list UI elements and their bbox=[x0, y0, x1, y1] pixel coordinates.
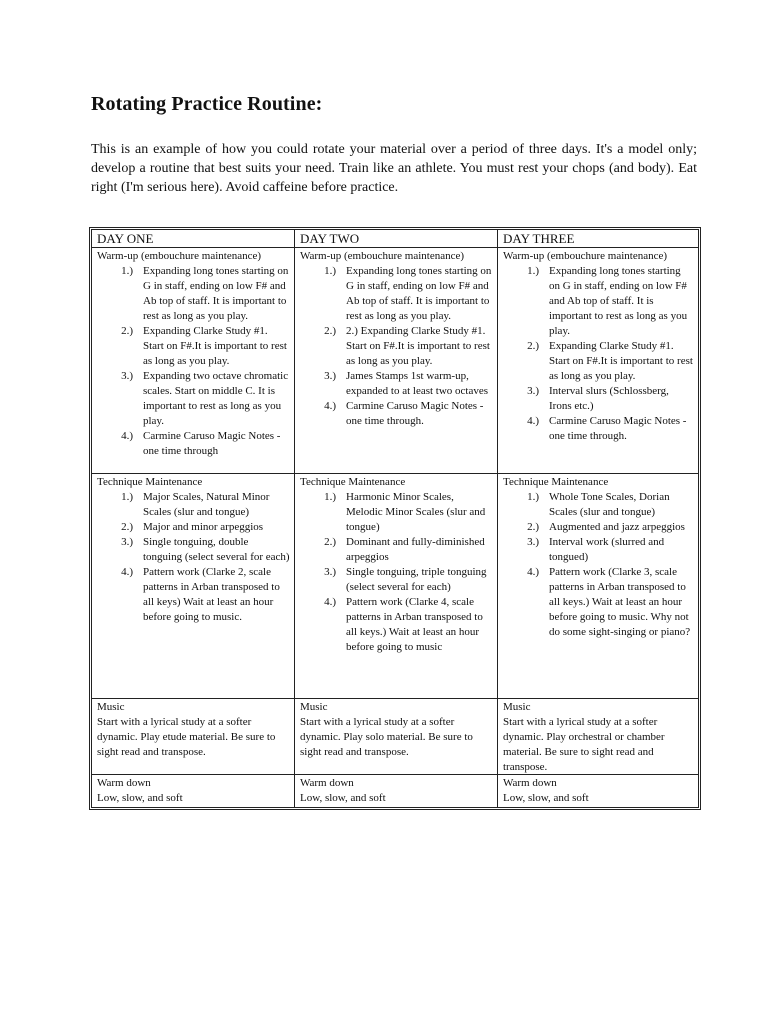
day-three-technique-cell bbox=[498, 474, 698, 699]
day-three-warmdown-cell bbox=[498, 775, 698, 807]
item-text: Harmonic Minor Scales, Melodic Minor Scales (slur and tongue) bbox=[346, 491, 486, 533]
warmdown-title: Warm down bbox=[97, 777, 151, 789]
item-number: 1.) bbox=[324, 491, 336, 503]
music-text: Start with a lyrical study at a softer dynamic. Play orchestral or chamber material. Be sure to sight read and transpose. bbox=[503, 716, 665, 773]
list-item bbox=[300, 490, 493, 535]
list-item bbox=[97, 535, 290, 565]
list-item bbox=[300, 399, 493, 429]
list-item bbox=[97, 369, 290, 429]
item-text: James Stamps 1st warm-up, expanded to at least two octaves bbox=[346, 370, 489, 397]
list-item bbox=[300, 595, 493, 655]
item-number: 4.) bbox=[324, 400, 336, 412]
list-item bbox=[503, 384, 694, 414]
item-text: Carmine Caruso Magic Notes - one time through bbox=[143, 430, 281, 457]
list-item bbox=[503, 339, 694, 384]
day-two-technique-cell bbox=[295, 474, 498, 699]
item-number: 4.) bbox=[121, 566, 133, 578]
warmdown-text: Low, slow, and soft bbox=[97, 792, 183, 804]
item-text: Augmented and jazz arpeggios bbox=[549, 521, 685, 533]
list-item bbox=[503, 264, 694, 339]
item-text: Pattern work (Clarke 2, scale patterns in Arban transposed to all keys) Wait at least an hour before going to music. bbox=[143, 566, 280, 623]
item-text: Interval work (slurred and tongued) bbox=[549, 536, 665, 563]
list-item bbox=[300, 324, 493, 369]
item-text: Carmine Caruso Magic Notes - one time through. bbox=[346, 400, 484, 427]
technique-title: Technique Maintenance bbox=[97, 476, 203, 488]
item-text: Pattern work (Clarke 3, scale patterns in Arban transposed to all keys.) Wait at least an hour before going to music. Why not do some sight-singing or piano? bbox=[549, 566, 691, 638]
item-number: 3.) bbox=[527, 536, 539, 548]
day-one-header: DAY ONE bbox=[92, 230, 295, 248]
day-one-warmdown-cell bbox=[92, 775, 295, 807]
item-number: 2.) bbox=[324, 536, 336, 548]
item-number: 1.) bbox=[527, 491, 539, 503]
list-item bbox=[503, 565, 694, 640]
list-item bbox=[97, 429, 290, 459]
music-title: Music bbox=[503, 701, 531, 713]
list-item bbox=[503, 520, 694, 535]
day-three-warmup-cell bbox=[498, 248, 698, 474]
day-two-music-cell bbox=[295, 699, 498, 775]
warmdown-title: Warm down bbox=[300, 777, 354, 789]
warmup-list bbox=[97, 264, 290, 459]
item-text: Expanding long tones starting on G in staff, ending on low F# and Ab top of staff. It is important to rest as long as you play. bbox=[549, 265, 688, 337]
item-number: 4.) bbox=[527, 566, 539, 578]
item-text: Expanding long tones starting on G in staff, ending on low F# and Ab top of staff. It is important to rest as long as you play. bbox=[143, 265, 289, 322]
day-three-music-cell bbox=[498, 699, 698, 775]
list-item bbox=[97, 565, 290, 625]
item-text: Whole Tone Scales, Dorian Scales (slur and tongue) bbox=[549, 491, 670, 518]
day-two-warmup-cell bbox=[295, 248, 498, 474]
day-two-warmdown-cell bbox=[295, 775, 498, 807]
item-text: Interval slurs (Schlossberg, Irons etc.) bbox=[549, 385, 669, 412]
item-number: 2.) bbox=[121, 325, 133, 337]
item-number: 3.) bbox=[324, 566, 336, 578]
warmdown-title: Warm down bbox=[503, 777, 557, 789]
item-number: 1.) bbox=[121, 491, 133, 503]
list-item bbox=[300, 565, 493, 595]
item-number: 3.) bbox=[121, 536, 133, 548]
item-text: Expanding two octave chromatic scales. Start on middle C. It is important to rest as long as you play. bbox=[143, 370, 289, 427]
music-title: Music bbox=[300, 701, 328, 713]
technique-list bbox=[300, 490, 493, 655]
item-number: 2.) bbox=[527, 521, 539, 533]
item-number: 1.) bbox=[324, 265, 336, 277]
warmdown-text: Low, slow, and soft bbox=[300, 792, 386, 804]
day-one-warmup-cell bbox=[92, 248, 295, 474]
item-number: 1.) bbox=[527, 265, 539, 277]
item-number: 4.) bbox=[121, 430, 133, 442]
day-two-header: DAY TWO bbox=[295, 230, 498, 248]
list-item bbox=[300, 264, 493, 324]
item-number: 4.) bbox=[527, 415, 539, 427]
item-text: Expanding Clarke Study #1. Start on F#.It is important to rest as long as you play. bbox=[549, 340, 693, 382]
warmup-title: Warm-up (embouchure maintenance) bbox=[503, 250, 668, 262]
technique-title: Technique Maintenance bbox=[300, 476, 406, 488]
item-text: Carmine Caruso Magic Notes - one time through. bbox=[549, 415, 687, 442]
item-number: 4.) bbox=[324, 596, 336, 608]
list-item bbox=[97, 490, 290, 520]
list-item bbox=[300, 369, 493, 399]
day-one-music-cell bbox=[92, 699, 295, 775]
item-number: 3.) bbox=[121, 370, 133, 382]
item-text: Dominant and fully-diminished arpeggios bbox=[346, 536, 485, 563]
page-title: Rotating Practice Routine: bbox=[91, 93, 323, 115]
day-three-header: DAY THREE bbox=[498, 230, 698, 248]
item-number: 2.) bbox=[121, 521, 133, 533]
item-text: Expanding long tones starting on G in staff, ending on low F# and Ab top of staff. It is important to rest as long as you play. bbox=[346, 265, 492, 322]
intro-paragraph: This is an example of how you could rotate your material over a period of three days. It's a model only; develop a routine that best suits your need. Train like an athlete. You must rest your chops (and body). Eat right (I'm serious here). Avoid caffeine before practice. bbox=[91, 142, 697, 195]
item-text: Single tonguing, triple tonguing (select several for each) bbox=[346, 566, 487, 593]
item-text: Single tonguing, double tonguing (select several for each) bbox=[143, 536, 290, 563]
item-number: 1.) bbox=[121, 265, 133, 277]
list-item bbox=[97, 520, 290, 535]
list-item bbox=[97, 264, 290, 324]
music-text: Start with a lyrical study at a softer dynamic. Play solo material. Be sure to sight read and transpose. bbox=[300, 716, 473, 758]
technique-title: Technique Maintenance bbox=[503, 476, 609, 488]
item-number: 2.) bbox=[527, 340, 539, 352]
item-text: Major Scales, Natural Minor Scales (slur and tongue) bbox=[143, 491, 270, 518]
item-text: Expanding Clarke Study #1. Start on F#.It is important to rest as long as you play. bbox=[143, 325, 287, 367]
practice-routine-table bbox=[89, 227, 701, 810]
item-text: 2.) Expanding Clarke Study #1. Start on F#.It is important to rest as long as you play. bbox=[346, 325, 490, 367]
warmdown-text: Low, slow, and soft bbox=[503, 792, 589, 804]
list-item bbox=[503, 490, 694, 520]
day-one-technique-cell bbox=[92, 474, 295, 699]
music-title: Music bbox=[97, 701, 125, 713]
technique-list bbox=[503, 490, 694, 640]
warmup-list bbox=[503, 264, 694, 444]
item-text: Major and minor arpeggios bbox=[143, 521, 264, 533]
list-item bbox=[97, 324, 290, 369]
item-number: 3.) bbox=[324, 370, 336, 382]
list-item bbox=[503, 414, 694, 444]
music-text: Start with a lyrical study at a softer dynamic. Play etude material. Be sure to sight read and transpose. bbox=[97, 716, 276, 758]
warmup-title: Warm-up (embouchure maintenance) bbox=[97, 250, 262, 262]
item-number: 2.) bbox=[324, 325, 336, 337]
technique-list bbox=[97, 490, 290, 625]
warmup-title: Warm-up (embouchure maintenance) bbox=[300, 250, 465, 262]
list-item bbox=[503, 535, 694, 565]
warmup-list bbox=[300, 264, 493, 429]
item-text: Pattern work (Clarke 4, scale patterns in Arban transposed to all keys.) Wait at least an hour before going to music bbox=[346, 596, 483, 653]
list-item bbox=[300, 535, 493, 565]
item-number: 3.) bbox=[527, 385, 539, 397]
